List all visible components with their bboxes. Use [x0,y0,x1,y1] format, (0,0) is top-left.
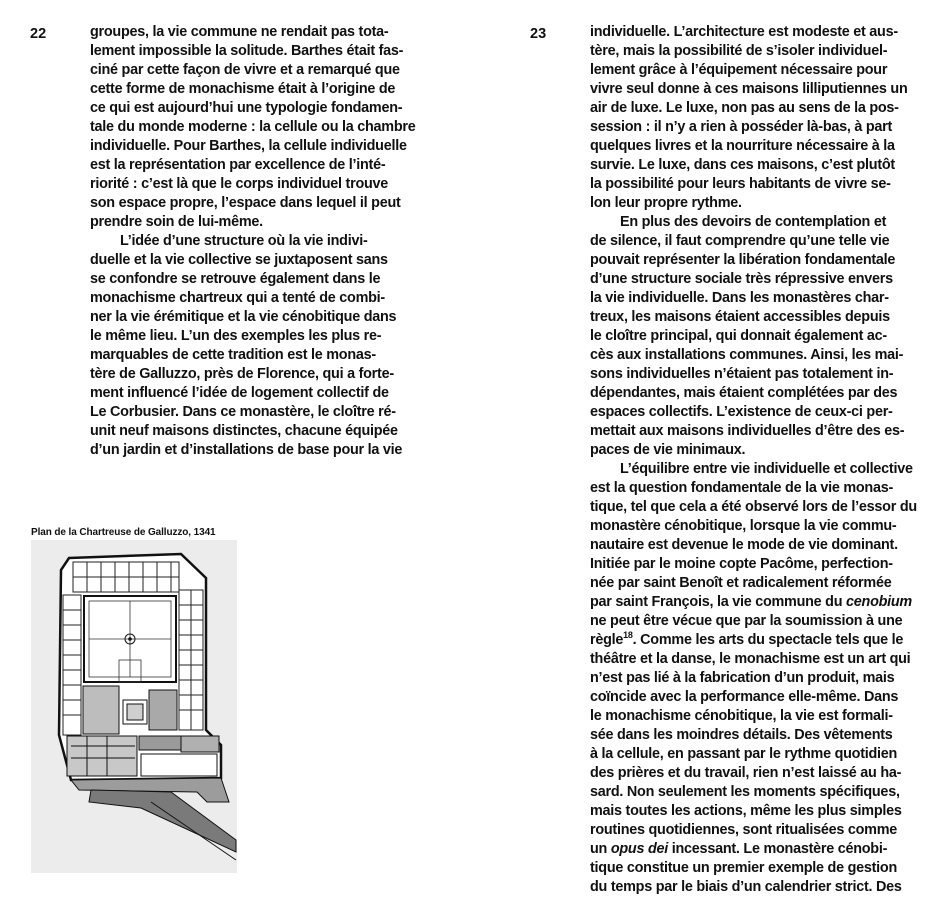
text-line [590,403,920,422]
text-segment: un [590,841,611,857]
text-segment: sard. Non seulement les moments spécifiques, [590,784,900,800]
text-segment: . Comme les arts du spectacle tels que le [632,632,904,648]
text-line [590,669,920,688]
figure-caption: Plan de la Chartreuse de Galluzzo, 1341 [31,527,216,538]
text-segment: nautaire est devenue le mode de vie dominant. [590,537,898,553]
text-line [590,118,920,137]
text-segment: incessant. Le monastère cénobi- [668,841,888,857]
terrace-walls [71,778,236,860]
text-segment: riorité : c’est là que le corps individuel trouve [90,176,389,192]
text-segment: routines quotidiennes, sont ritualisées comme [590,822,898,838]
text-segment: ciné par cette façon de vivre et a remarqué que [90,62,400,78]
text-segment: coïncide avec la performance elle-même. Dans [590,689,899,705]
text-segment: paces de vie minimaux. [590,442,746,458]
text-line [590,137,920,156]
text-line [590,213,920,232]
text-line [590,688,920,707]
text-segment: mettait aux maisons individuelles d’être des es- [590,423,905,439]
text-segment: du temps par le biais d’un calendrier strict. Des [590,879,902,895]
text-segment: quelques livres et la nourriture nécessaire à la [590,138,895,154]
text-line [590,270,920,289]
text-segment: L’équilibre entre vie individuelle et collective [620,461,913,477]
text-line [590,194,920,213]
text-line [590,726,920,745]
text-line [90,42,422,61]
floor-plan-drawing [31,540,237,873]
text-line [90,118,422,137]
text-line [590,384,920,403]
text-segment: ment influencé l’idée de logement collectif de [90,385,389,401]
text-segment: est la question fondamentale de la vie monas- [590,480,894,496]
italic-term: opus dei [610,841,669,857]
text-line [90,327,422,346]
text-line [90,365,422,384]
text-segment: monachisme chartreux qui a tenté de combi- [90,290,385,306]
text-segment: des prières et du travail, rien n’est laissé au ha- [590,765,902,781]
text-segment: sée dans les moindres détails. Des vêtements [590,727,893,743]
text-line [90,156,422,175]
text-segment: mais toutes les actions, même les plus simples [590,803,902,819]
text-line [590,745,920,764]
text-segment: Le Corbusier. Dans ce monastère, le cloître ré- [90,404,396,420]
text-line [90,441,422,460]
text-segment: monastère cénobitique, lorsque la vie commu- [590,518,897,534]
text-segment: dépendantes, mais étaient complétées par des [590,385,898,401]
text-line [90,403,422,422]
right-page-number: 23 [530,26,547,42]
text-line [590,536,920,555]
text-line [90,251,422,270]
text-line [590,764,920,783]
text-line [90,175,422,194]
text-line [590,441,920,460]
text-line [590,327,920,346]
text-line [90,213,422,232]
text-line [590,232,920,251]
text-segment: sons individuelles n’étaient pas totalement in- [590,366,894,382]
text-line [590,574,920,593]
text-segment: tère, mais la possibilité de s’isoler individuel- [590,43,888,59]
text-line [590,365,920,384]
text-segment: duelle et la vie collective se juxtaposent sans [90,252,388,268]
text-line [590,156,920,175]
text-line [90,422,422,441]
text-line [90,289,422,308]
text-segment: ce qui est aujourd’hui une typologie fondamen- [90,100,403,116]
text-line [590,175,920,194]
text-line [590,99,920,118]
text-segment: treux, les maisons étaient accessibles depuis [590,309,890,325]
text-segment: individuelle. L’architecture est modeste et aus- [590,24,898,40]
text-line [590,23,920,42]
text-segment: le monachisme cénobitique, la vie est formali- [590,708,893,724]
text-line [590,289,920,308]
text-line [90,308,422,327]
italic-term: cenobium [846,594,912,610]
text-line [590,498,920,517]
text-segment: le même lieu. L’un des exemples les plus re- [90,328,382,344]
text-line [90,232,422,251]
text-segment: vivre seul donne à ces maisons lilliputiennes un [590,81,908,97]
text-segment: née par saint Benoît et radicalement réformée [590,575,892,591]
text-segment: air de luxe. Le luxe, non pas au sens de la pos- [590,100,899,116]
text-segment: marquables de cette tradition est le monas- [90,347,376,363]
text-segment: par saint François, la vie commune du [590,594,847,610]
text-line [590,479,920,498]
text-line [90,194,422,213]
text-segment: son espace propre, l’espace dans lequel il peut [90,195,401,211]
text-segment: L’idée d’une structure où la vie indivi- [120,233,368,249]
text-segment: la possibilité pour leurs habitants de vivre se- [590,176,891,192]
text-segment: prendre soin de lui-même. [90,214,263,230]
text-segment: groupes, la vie commune ne rendait pas tota- [90,24,389,40]
text-line [590,707,920,726]
right-page-text [590,23,920,897]
text-segment: tique constitue un premier exemple de gestion [590,860,898,876]
text-segment: n’est pas lié à la fabrication d’un produit, mais [590,670,895,686]
text-segment: d’un jardin et d’installations de base pour la vie [90,442,403,458]
text-segment: règle [590,632,624,648]
text-line [90,61,422,80]
text-line [590,251,920,270]
text-line [590,631,920,650]
footnote-reference: 18 [623,630,633,641]
text-line [590,783,920,802]
text-segment: lement impossible la solitude. Barthes était fas- [90,43,404,59]
left-page-text [90,23,422,460]
text-segment: ne peut être vécue que par la soumission à une [590,613,903,629]
text-line [590,460,920,479]
text-line [590,802,920,821]
text-segment: le cloître principal, qui donnait également ac- [590,328,887,344]
text-line [590,859,920,878]
text-line [90,384,422,403]
text-line [590,612,920,631]
text-segment: lon leur propre rythme. [590,195,742,211]
text-line [90,346,422,365]
text-line [590,878,920,897]
text-segment: session : il n’y a rien à posséder là-bas, à part [590,119,893,135]
text-segment: se confondre se retrouve également dans le [90,271,381,287]
text-line [590,555,920,574]
great-cloister [84,596,176,682]
text-line [90,23,422,42]
text-segment: la vie individuelle. Dans les monastères char- [590,290,889,306]
text-line [90,80,422,99]
text-segment: d’une structure sociale très répressive envers [590,271,893,287]
text-line [590,80,920,99]
text-line [590,61,920,80]
text-segment: à la cellule, en passant par le rythme quotidien [590,746,898,762]
text-line [590,517,920,536]
text-segment: En plus des devoirs de contemplation et [620,214,887,230]
text-segment: individuelle. Pour Barthes, la cellule individuelle [90,138,407,154]
text-segment: cès aux installations communes. Ainsi, les mai- [590,347,904,363]
text-segment: lement grâce à l’équipement nécessaire pour [590,62,888,78]
text-segment: ner la vie érémitique et la vie cénobitique dans [90,309,397,325]
text-line [590,422,920,441]
text-segment: unit neuf maisons distinctes, chacune équipée [90,423,398,439]
text-segment: tère de Galluzzo, près de Florence, qui a forte- [90,366,394,382]
text-segment: de silence, il faut comprendre qu’une telle vie [590,233,890,249]
text-line [90,270,422,289]
left-page-number: 22 [30,26,47,42]
text-line [590,821,920,840]
text-line [590,593,920,612]
text-segment: tique, tel que cela a été observé lors de l’essor du [590,499,917,515]
text-segment: cette forme de monachisme était à l’origine de [90,81,396,97]
text-segment: survie. Le luxe, dans ces maisons, c’est plutôt [590,157,895,173]
text-line [90,137,422,156]
text-segment: théâtre et la danse, le monachisme est un art qui [590,651,911,667]
text-segment: pouvait représenter la libération fondamentale [590,252,896,268]
monastery-plan-figure [31,540,237,873]
text-segment: est la représentation par excellence de l’inté- [90,157,386,173]
text-line [90,99,422,118]
text-line [590,42,920,61]
text-line [590,308,920,327]
text-line [590,346,920,365]
text-line [590,840,920,859]
text-segment: Initiée par le moine copte Pacôme, perfection- [590,556,893,572]
text-line [590,650,920,669]
text-segment: tale du monde moderne : la cellule ou la chambre [90,119,416,135]
text-segment: espaces collectifs. L’existence de ceux-ci per- [590,404,893,420]
